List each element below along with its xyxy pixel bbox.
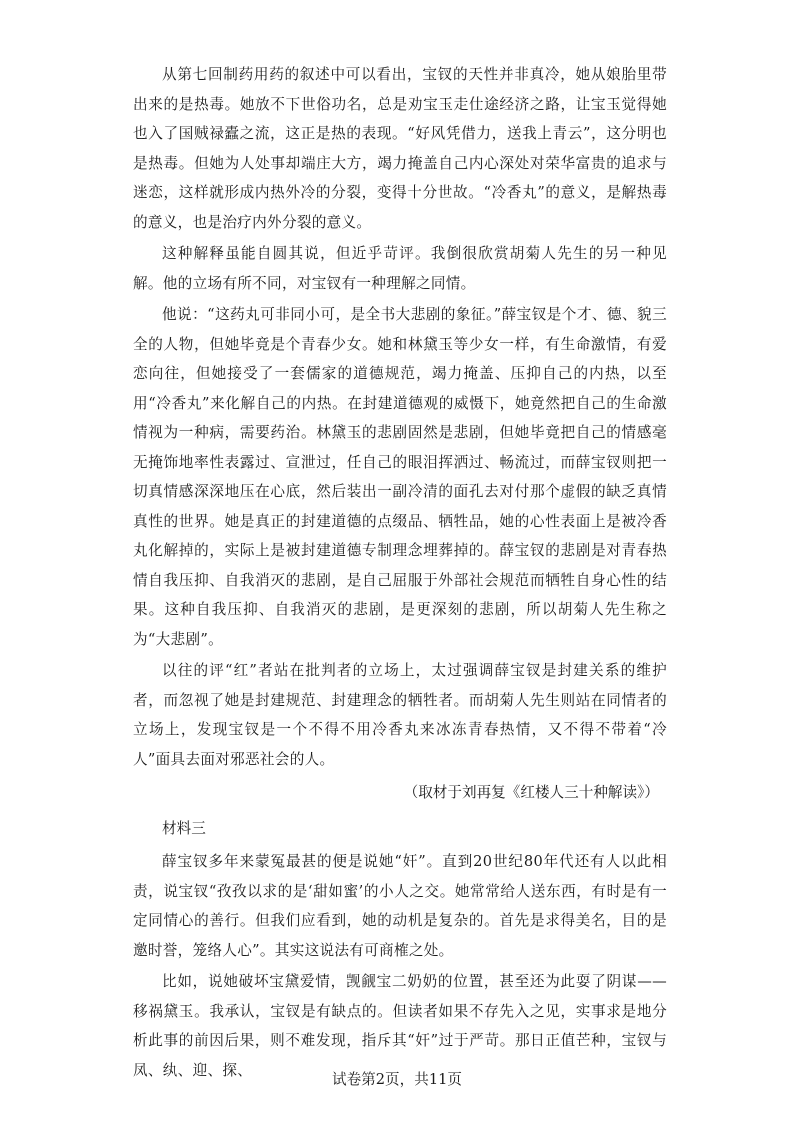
paragraph-4: 以往的评“红”者站在批判者的立场上，太过强调薛宝钗是封建关系的维护者，而忽视了她是封建规范、封建理念的牺牲者。而胡菊人先生则站在同情者的立场上，发现宝钗是一个不得不用冷香丸来冰冻青春热情，又不得不带着“冷人”面具去面对邪恶社会的人。 bbox=[133, 662, 667, 768]
document-body bbox=[133, 60, 667, 1087]
paragraph-6: 比如，说她破坏宝黛爱情，觊觎宝二奶奶的位置，甚至还为此耍了阴谋——移祸黛玉。我承认，宝钗是有缺点的。但读者如果不存先入之见，实事求是地分析此事的前因后果，则不难发现，指斥其“奸”过于严苛。那日正值芒种，宝钗与凤、纨、迎、探、 bbox=[133, 973, 667, 1079]
paragraph-2: 这种解释虽能自圆其说，但近乎苛评。我倒很欣赏胡菊人先生的另一种见解。他的立场有所不同，对宝钗有一种理解之同情。 bbox=[133, 245, 667, 292]
page-footer: 试卷第2页，共11页 bbox=[331, 1071, 462, 1088]
paragraph-1: 从第七回制药用药的叙述中可以看出，宝钗的天性并非真冷，她从娘胎里带出来的是热毒。她放不下世俗功名，总是劝宝玉走仕途经济之路，让宝玉觉得她也入了国贼禄蠹之流，这正是热的表现。“好风凭借力，送我上青云”，这分明也是热毒。但她为人处事却端庄大方，竭力掩盖自己内心深处对荣华富贵的追求与迷恋，这样就形成内热外冷的分裂，变得十分世故。“冷香丸”的意义，是解热毒的意义，也是治疗内外分裂的意义。 bbox=[133, 66, 667, 231]
paragraph-5: 薛宝钗多年来蒙冤最甚的便是说她“奸”。直到20世纪80年代还有人以此相责，说宝钗“孜孜以求的是‘甜如蜜’的小人之交。她常常给人送东西，有时是有一定同情心的善行。但我们应看到，她的动机是复杂的。首先是求得美名，目的是邀时誉，笼络人心”。其实这说法有可商榷之处。 bbox=[133, 853, 667, 959]
source-citation: （取材于刘再复《红楼人三十种解读》） bbox=[403, 784, 659, 801]
paragraph-3: 他说：“这药丸可非同小可，是全书大悲剧的象征。”薛宝钗是个才、德、貌三全的人物，但她毕竟是个青春少女。她和林黛玉等少女一样，有生命激情，有爱恋向往，但她接受了一套儒家的道德规范，竭力掩盖、压抑自己的内热，以至用“冷香丸”来化解自己的内热。在封建道德观的威慑下，她竟然把自己的生命激情视为一种病，需要药治。林黛玉的悲剧固然是悲剧，但她毕竟把自己的情感毫无掩饰地率性表露过、宣泄过，任自己的眼泪挥洒过、畅流过，而薛宝钗则把一切真情感深深地压在心底，然后装出一副冷清的面孔去对付那个虚假的缺乏真情真性的世界。她是真正的封建道德的点缀品、牺牲品，她的心性表面上是被冷香丸化解掉的，实际上是被封建道德专制理念埋葬掉的。薛宝钗的悲剧是对青春热情自我压抑、自我消灭的悲剧，是自己屈服于外部社会规范而牺牲自身心性的结果。这种自我压抑、自我消灭的悲剧，是更深刻的悲剧，所以胡菊人先生称之为“大悲剧”。 bbox=[133, 306, 667, 648]
section-heading: 材料三 bbox=[162, 819, 206, 837]
